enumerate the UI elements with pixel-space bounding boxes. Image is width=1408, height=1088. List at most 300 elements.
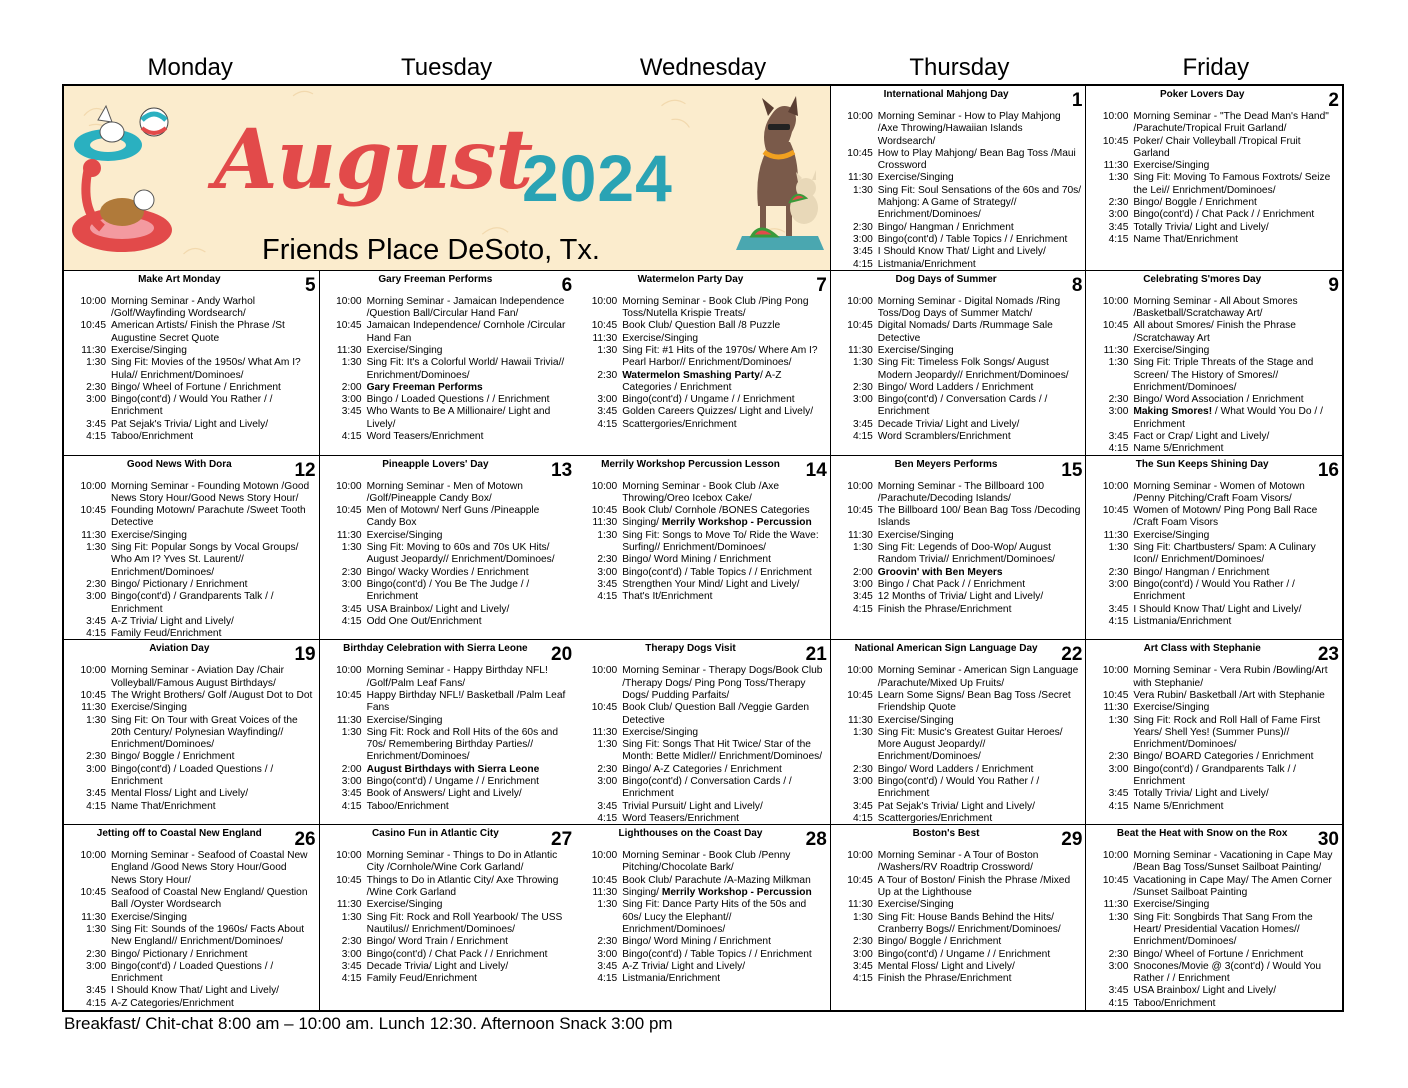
event-row (581, 850, 826, 875)
event-description: Morning Seminar - Aviation Day /Chair Volleyball/Famous August Birthdays/ (111, 665, 285, 689)
event-time: 10:45 (336, 874, 362, 886)
event-time: 4:15 (597, 591, 618, 603)
event-row (70, 505, 315, 530)
event-time: 3:45 (86, 418, 106, 430)
event-list (831, 481, 1086, 616)
event-row (1092, 542, 1338, 567)
event-row (70, 382, 315, 394)
event-row (581, 973, 826, 985)
event-description: Finish the Phrase/Enrichment (877, 603, 1012, 615)
event-row (837, 591, 1082, 603)
event-row (70, 690, 315, 702)
event-row (837, 320, 1082, 345)
day-cell (831, 86, 1087, 271)
event-row (837, 690, 1082, 715)
dog-pool-float-icon (68, 100, 176, 260)
event-row (326, 604, 572, 616)
event-row (581, 949, 826, 961)
event-time: 3:45 (341, 788, 362, 800)
event-row (581, 702, 826, 727)
event-time: 2:30 (86, 578, 106, 590)
event-time: 1:30 (852, 357, 873, 369)
event-row (1092, 443, 1338, 455)
event-time: 3:00 (852, 394, 873, 406)
event-row (837, 776, 1082, 801)
event-description: Exercise/Singing (1133, 529, 1210, 541)
event-row (837, 345, 1082, 357)
event-row (837, 111, 1082, 148)
event-description: Founding Motown/ Parachute /Sweet Tooth Detective (111, 505, 306, 529)
weekday-tuesday: Tuesday (401, 54, 493, 81)
event-row (837, 850, 1082, 875)
event-time: 4:15 (341, 800, 362, 812)
event-list (1086, 111, 1342, 246)
event-row (581, 887, 826, 899)
event-time: 10:45 (1102, 689, 1129, 701)
event-description: Pat Sejak's Trivia/ Light and Lively/ (111, 418, 269, 430)
event-description: Word Teasers/Enrichment (622, 812, 740, 824)
event-row (1092, 160, 1338, 172)
event-row (1092, 222, 1338, 234)
day-theme-title: Celebrating S'mores Day (1143, 273, 1262, 285)
event-time: 11:30 (592, 887, 618, 899)
event-description: Sing Fit: Rock and Roll Hall of Fame First Years/ Shell Yes! (Summer Puns)// Enrichment/Dominoes/ (1133, 714, 1321, 751)
event-list (64, 296, 319, 444)
event-time: 1:30 (86, 714, 106, 726)
event-description: A-Z Trivia/ Light and Lively/ (622, 960, 746, 972)
event-row (70, 949, 315, 961)
event-time: 3:00 (341, 776, 362, 788)
event-row (581, 345, 826, 370)
event-description: Book Club/ Cornhole /BONES Categories (622, 505, 810, 517)
day-cell (320, 640, 576, 825)
event-row (70, 345, 315, 357)
weekday-friday: Friday (1182, 54, 1250, 81)
day-number: 30 (1317, 829, 1339, 851)
event-description: Exercise/Singing (366, 714, 443, 726)
event-description: Family Feud/Enrichment (111, 628, 222, 640)
event-time: 1:30 (341, 357, 362, 369)
event-time: 2:30 (597, 936, 618, 948)
event-time: 4:15 (852, 973, 873, 985)
event-description: Name That/Enrichment (111, 800, 216, 812)
day-theme-title: Boston's Best (912, 828, 980, 840)
event-row (581, 567, 826, 579)
event-time: 2:00 (341, 381, 362, 393)
event-description: Sing Fit: Rock and Roll Hits of the 60s and 70s/ Remembering Birthday Parties// Enrichment/Dominoes/ (366, 726, 558, 763)
event-time: 4:15 (1108, 615, 1129, 627)
event-time: 1:30 (852, 184, 873, 196)
event-description: Exercise/Singing (877, 529, 954, 541)
event-row (326, 665, 572, 690)
event-row (70, 591, 315, 616)
day-number: 15 (1061, 459, 1083, 481)
day-cell (1086, 271, 1342, 456)
day-number: 28 (805, 829, 827, 851)
event-time: 3:00 (597, 776, 618, 788)
event-list (831, 111, 1086, 271)
event-time: 11:30 (336, 529, 362, 541)
event-time: 3:00 (1108, 960, 1129, 972)
event-description: Exercise/Singing (877, 344, 954, 356)
event-time: 10:45 (1102, 874, 1129, 886)
event-row (70, 702, 315, 714)
day-theme-title: Birthday Celebration with Sierra Leone (343, 643, 528, 655)
event-time: 10:00 (80, 480, 106, 492)
event-row (1092, 530, 1338, 542)
event-row (1092, 985, 1338, 997)
day-theme-title: National American Sign Language Day (854, 643, 1038, 655)
event-description: Morning Seminar - Seafood of Coastal New England /Good News Story Hour/Good News Story Hour/ (111, 850, 308, 886)
event-time: 11:30 (848, 344, 873, 356)
event-time: 3:00 (852, 948, 873, 960)
event-description: Exercise/Singing (877, 714, 954, 726)
event-row (1092, 320, 1338, 345)
event-description: Bingo/ Hangman / Enrichment (877, 221, 1014, 233)
event-description: Name 5/Enrichment (1133, 800, 1224, 812)
event-time: 4:15 (852, 603, 873, 615)
day-number: 22 (1061, 644, 1083, 666)
event-time: 10:45 (80, 887, 106, 899)
event-row (581, 530, 826, 555)
event-list (64, 850, 319, 1010)
event-list (575, 850, 830, 985)
event-description: Exercise/Singing (877, 172, 954, 184)
event-time: 11:30 (336, 344, 362, 356)
event-list (831, 665, 1086, 825)
event-description: Snocones/Movie @ 3(cont'd) / Would You Rather / / Enrichment (1133, 960, 1322, 985)
event-row (1092, 899, 1338, 911)
event-description: Bingo(cont'd) / Table Topics / / Enrichment (622, 566, 812, 578)
event-time: 1:30 (1108, 172, 1129, 184)
event-description: Vacationing in Cape May/ The Amen Corner /Sunset Sailboat Painting (1133, 874, 1332, 899)
event-description: Groovin' with Ben Meyers (877, 566, 1003, 578)
banner-location: Friends Place DeSoto, Tx. (262, 234, 600, 266)
event-row (1092, 788, 1338, 800)
day-cell (831, 825, 1087, 1010)
weekday-monday: Monday (147, 54, 233, 81)
event-description: Happy Birthday NFL!/ Basketball /Palm Leaf Fans (366, 689, 566, 714)
event-row (837, 961, 1082, 973)
event-description: Sing Fit: Popular Songs by Vocal Groups/ Who Am I? Yves St. Laurent// Enrichment/Dominoes/ (111, 542, 299, 578)
event-time: 2:30 (341, 566, 362, 578)
event-description: Taboo/Enrichment (111, 431, 194, 443)
event-description: Sing Fit: Soul Sensations of the 60s and 70s/ Mahjong: A Game of Strategy// Enrichment/Dominoes/ (877, 184, 1082, 221)
event-description: Bingo(cont'd) / Chat Pack / / Enrichment (1133, 209, 1315, 221)
event-description: Bingo/ Wacky Wordies / Enrichment (366, 566, 529, 578)
event-description: Bingo(cont'd) / Grandparents Talk / / Enrichment (1133, 763, 1296, 788)
event-time: 1:30 (86, 923, 106, 935)
day-cell (831, 640, 1087, 825)
event-description: Morning Seminar - Happy Birthday NFL! /Golf/Palm Leaf Fans/ (366, 665, 548, 689)
event-description: Finish the Phrase/Enrichment (877, 973, 1012, 985)
weekday-thursday: Thursday (909, 54, 1010, 81)
event-row (326, 764, 572, 776)
event-time: 3:00 (597, 948, 618, 960)
event-description: Taboo/Enrichment (1133, 997, 1216, 1009)
event-row (581, 296, 826, 321)
event-time: 10:00 (336, 850, 362, 862)
event-time: 3:45 (341, 960, 362, 972)
event-list (575, 296, 830, 431)
event-row (837, 899, 1082, 911)
day-cell (64, 456, 320, 641)
event-time: 4:15 (852, 812, 873, 824)
event-row (326, 406, 572, 431)
event-time: 1:30 (852, 726, 873, 738)
event-description: How to Play Mahjong/ Bean Bag Toss /Maui Crossword (877, 147, 1076, 172)
day-theme-title: Watermelon Party Day (637, 273, 744, 285)
event-time: 3:00 (86, 591, 106, 603)
event-description: Making Smores! / What Would You Do / / Enrichment (1133, 406, 1323, 430)
event-time: 2:30 (86, 751, 106, 763)
event-description: Exercise/Singing (366, 899, 443, 911)
event-list (64, 665, 319, 813)
event-time: 10:45 (336, 505, 362, 517)
event-row (326, 875, 572, 900)
event-description: Sing Fit: Chartbusters/ Spam: A Culinary Icon// Enrichment/Dominoes/ (1133, 542, 1316, 566)
event-description: Singing/ Merrily Workshop - Percussion (622, 887, 812, 899)
event-row (581, 961, 826, 973)
event-row (837, 222, 1082, 234)
event-description: Jamaican Independence/ Cornhole /Circular Hand Fan (366, 320, 566, 344)
event-time: 1:30 (341, 911, 362, 923)
event-time: 4:15 (86, 628, 106, 640)
event-row (837, 382, 1082, 394)
event-time: 11:30 (81, 911, 106, 923)
event-row (1092, 715, 1338, 752)
event-row (326, 776, 572, 788)
event-row (326, 320, 572, 345)
day-number: 16 (1317, 459, 1339, 481)
event-row (70, 850, 315, 887)
event-row (837, 505, 1082, 530)
event-list (575, 665, 830, 825)
day-theme-title: Pineapple Lovers' Day (382, 458, 489, 470)
event-row (837, 234, 1082, 246)
day-cell (320, 825, 576, 1010)
event-time: 3:45 (1108, 221, 1129, 233)
event-description: Sing Fit: Sounds of the 1960s/ Facts About New England// Enrichment/Dominoes/ (111, 923, 305, 948)
event-description: Exercise/Singing (366, 529, 443, 541)
event-description: The Billboard 100/ Bean Bag Toss /Decoding Islands (877, 505, 1081, 529)
event-description: Sing Fit: Songs to Move To/ Ride the Wave: Surfing// Enrichment/Dominoes/ (622, 529, 819, 554)
day-number: 2 (1328, 90, 1339, 111)
day-number: 6 (561, 274, 573, 296)
event-description: Morning Seminar - Founding Motown /Good News Story Hour/Good News Story Hour/ (111, 480, 310, 504)
event-description: Sing Fit: #1 Hits of the 1970s/ Where Am I? Pearl Harbor// Enrichment/Dominoes/ (622, 344, 818, 369)
day-number: 1 (1071, 90, 1083, 111)
event-row (837, 481, 1082, 506)
event-row (837, 813, 1082, 825)
event-row (70, 912, 315, 924)
event-time: 3:45 (341, 406, 362, 418)
event-row (70, 665, 315, 690)
event-time: 4:15 (1108, 997, 1129, 1009)
event-row (581, 370, 826, 395)
event-description: Exercise/Singing (111, 344, 187, 356)
event-row (581, 739, 826, 764)
event-row (837, 936, 1082, 948)
day-theme-title: International Mahjong Day (883, 89, 1009, 100)
event-row (581, 333, 826, 345)
event-time: 3:00 (852, 233, 873, 245)
event-time: 10:45 (1102, 320, 1129, 332)
dogs-watermelon-icon (732, 96, 828, 258)
event-description: Watermelon Smashing Party/ A-Z Categories / Enrichment (622, 369, 782, 393)
event-time: 2:30 (1108, 751, 1129, 763)
event-row (70, 357, 315, 382)
event-time: 11:30 (1103, 899, 1129, 911)
event-row (326, 936, 572, 948)
event-time: 10:00 (80, 850, 106, 862)
event-description: Singing/ Merrily Workshop - Percussion (622, 517, 812, 529)
event-description: Bingo/ Word Ladders / Enrichment (877, 381, 1034, 393)
event-row (837, 875, 1082, 900)
event-list (1086, 481, 1342, 629)
event-time: 3:00 (1108, 406, 1129, 418)
event-description: Morning Seminar - Vacationing in Cape May /Bean Bag Toss/Sunset Sailboat Painting/ (1133, 850, 1333, 874)
event-row (70, 542, 315, 579)
event-description: Bingo/ Word Mining / Enrichment (622, 936, 771, 948)
day-number: 21 (805, 644, 827, 666)
event-row (1092, 394, 1338, 406)
event-description: Morning Seminar - "The Dead Man's Hand" /Parachute/Tropical Fruit Garland/ (1133, 111, 1329, 135)
day-theme-title: Therapy Dogs Visit (645, 643, 736, 655)
event-row (70, 985, 315, 997)
event-list (320, 850, 576, 985)
event-time: 10:00 (1102, 111, 1129, 122)
event-row (326, 788, 572, 800)
event-description: Odd One Out/Enrichment (366, 615, 482, 627)
event-time: 11:30 (336, 899, 362, 911)
event-row (326, 912, 572, 937)
event-description: 12 Months of Trivia/ Light and Lively/ (877, 591, 1044, 603)
event-list (1086, 850, 1342, 1010)
event-row (70, 788, 315, 800)
event-time: 10:00 (591, 665, 618, 677)
event-description: Taboo/Enrichment (366, 800, 449, 812)
event-description: Bingo(cont'd) / Would You Rather / / Enrichment (1133, 578, 1295, 603)
event-time: 4:15 (341, 431, 362, 443)
event-description: Listmania/Enrichment (622, 973, 721, 985)
event-row (837, 604, 1082, 616)
event-row (837, 715, 1082, 727)
event-description: Exercise/Singing (111, 529, 187, 541)
event-description: Bingo/ BOARD Categories / Enrichment (1133, 751, 1314, 763)
day-number: 29 (1061, 829, 1083, 851)
event-row (581, 554, 826, 566)
event-time: 10:45 (847, 874, 873, 886)
event-time: 10:00 (80, 295, 106, 307)
event-time: 10:45 (847, 689, 873, 701)
event-description: Mental Floss/ Light and Lively/ (111, 788, 249, 800)
event-time: 4:15 (852, 258, 873, 270)
event-time: 10:45 (336, 320, 362, 332)
event-description: Who Wants to Be A Millionaire/ Light and Lively/ (366, 406, 551, 430)
event-description: Exercise/Singing (877, 899, 954, 911)
month-banner (64, 86, 831, 271)
event-row (581, 936, 826, 948)
event-description: Bingo(cont'd) / Chat Pack / / Enrichment (366, 948, 548, 960)
event-time: 1:30 (86, 357, 106, 369)
day-number: 26 (294, 829, 316, 851)
event-description: August Birthdays with Sierra Leone (366, 763, 540, 775)
event-description: Sing Fit: On Tour with Great Voices of the 20th Century/ Polynesian Wayfinding// Enrichment/Dominoes/ (111, 714, 298, 751)
day-number: 12 (294, 459, 316, 481)
day-number: 23 (1317, 644, 1339, 666)
event-description: Bingo(cont'd) / Table Topics / / Enrichment (622, 948, 812, 960)
event-row (1092, 850, 1338, 875)
event-time: 4:15 (597, 418, 618, 430)
event-row (70, 530, 315, 542)
weekday-wednesday: Wednesday (639, 54, 767, 81)
event-time: 3:45 (597, 406, 618, 418)
event-time: 4:15 (1108, 233, 1129, 245)
event-time: 3:45 (1108, 431, 1129, 443)
event-description: Sing Fit: Movies of the 1950s/ What Am I? Hula// Enrichment/Dominoes/ (111, 357, 301, 381)
event-time: 3:00 (86, 394, 106, 406)
event-row (326, 345, 572, 357)
event-time: 2:30 (852, 936, 873, 948)
event-row (581, 481, 826, 506)
event-row (70, 320, 315, 345)
event-description: Sing Fit: Moving To Famous Foxtrots/ Seize the Lei// Enrichment/Dominoes/ (1133, 172, 1331, 196)
event-description: Vera Rubin/ Basketball /Art with Stephanie (1133, 689, 1325, 701)
event-row (581, 875, 826, 887)
event-time: 2:00 (341, 763, 362, 775)
event-description: Morning Seminar - Book Club /Ping Pong Toss/Nutella Krispie Treats/ (622, 295, 809, 320)
event-time: 3:00 (597, 566, 618, 578)
event-description: Name That/Enrichment (1133, 233, 1238, 245)
event-row (326, 850, 572, 875)
event-time: 3:00 (341, 948, 362, 960)
event-description: Book Club/ Question Ball /Veggie Garden Detective (622, 702, 810, 726)
day-theme-title: Aviation Day (149, 643, 210, 655)
event-time: 3:45 (86, 615, 106, 627)
event-row (326, 973, 572, 985)
day-cell (1086, 640, 1342, 825)
day-cell (831, 456, 1087, 641)
event-row (581, 776, 826, 801)
day-number: 13 (551, 459, 573, 481)
event-description: Bingo/ Boggle / Enrichment (111, 751, 235, 763)
event-row (326, 296, 572, 321)
event-time: 3:00 (852, 578, 873, 590)
day-number: 14 (805, 459, 827, 481)
event-time: 2:30 (1108, 197, 1129, 209)
event-description: USA Brainbox/ Light and Lively/ (366, 603, 510, 615)
event-time: 3:45 (1108, 603, 1129, 615)
event-description: Sing Fit: Music's Greatest Guitar Heroes/ More August Jeopardy// Enrichment/Dominoes/ (877, 726, 1063, 763)
event-row (1092, 604, 1338, 616)
event-row (581, 394, 826, 406)
event-description: Sing Fit: Songs That Hit Twice/ Star of the Month: Bette Midler// Enrichment/Dominoes/ (622, 739, 823, 763)
day-theme-title: Lighthouses on the Coast Day (618, 828, 763, 840)
event-description: Sing Fit: Timeless Folk Songs/ August Modern Jeopardy// Enrichment/Dominoes/ (877, 357, 1069, 381)
event-time: 2:30 (852, 763, 873, 775)
event-description: Bingo/ Word Association / Enrichment (1133, 394, 1304, 406)
event-row (837, 579, 1082, 591)
event-description: I Should Know That/ Light and Lively/ (877, 246, 1046, 258)
event-time: 10:00 (847, 295, 873, 307)
weekday-header-row (62, 52, 1344, 84)
event-time: 2:30 (1108, 566, 1129, 578)
event-row (70, 628, 315, 640)
event-description: Women of Motown/ Ping Pong Ball Race /Craft Foam Visors (1133, 505, 1318, 529)
event-description: Exercise/Singing (1133, 344, 1210, 356)
event-description: Bingo/ Word Ladders / Enrichment (877, 763, 1034, 775)
